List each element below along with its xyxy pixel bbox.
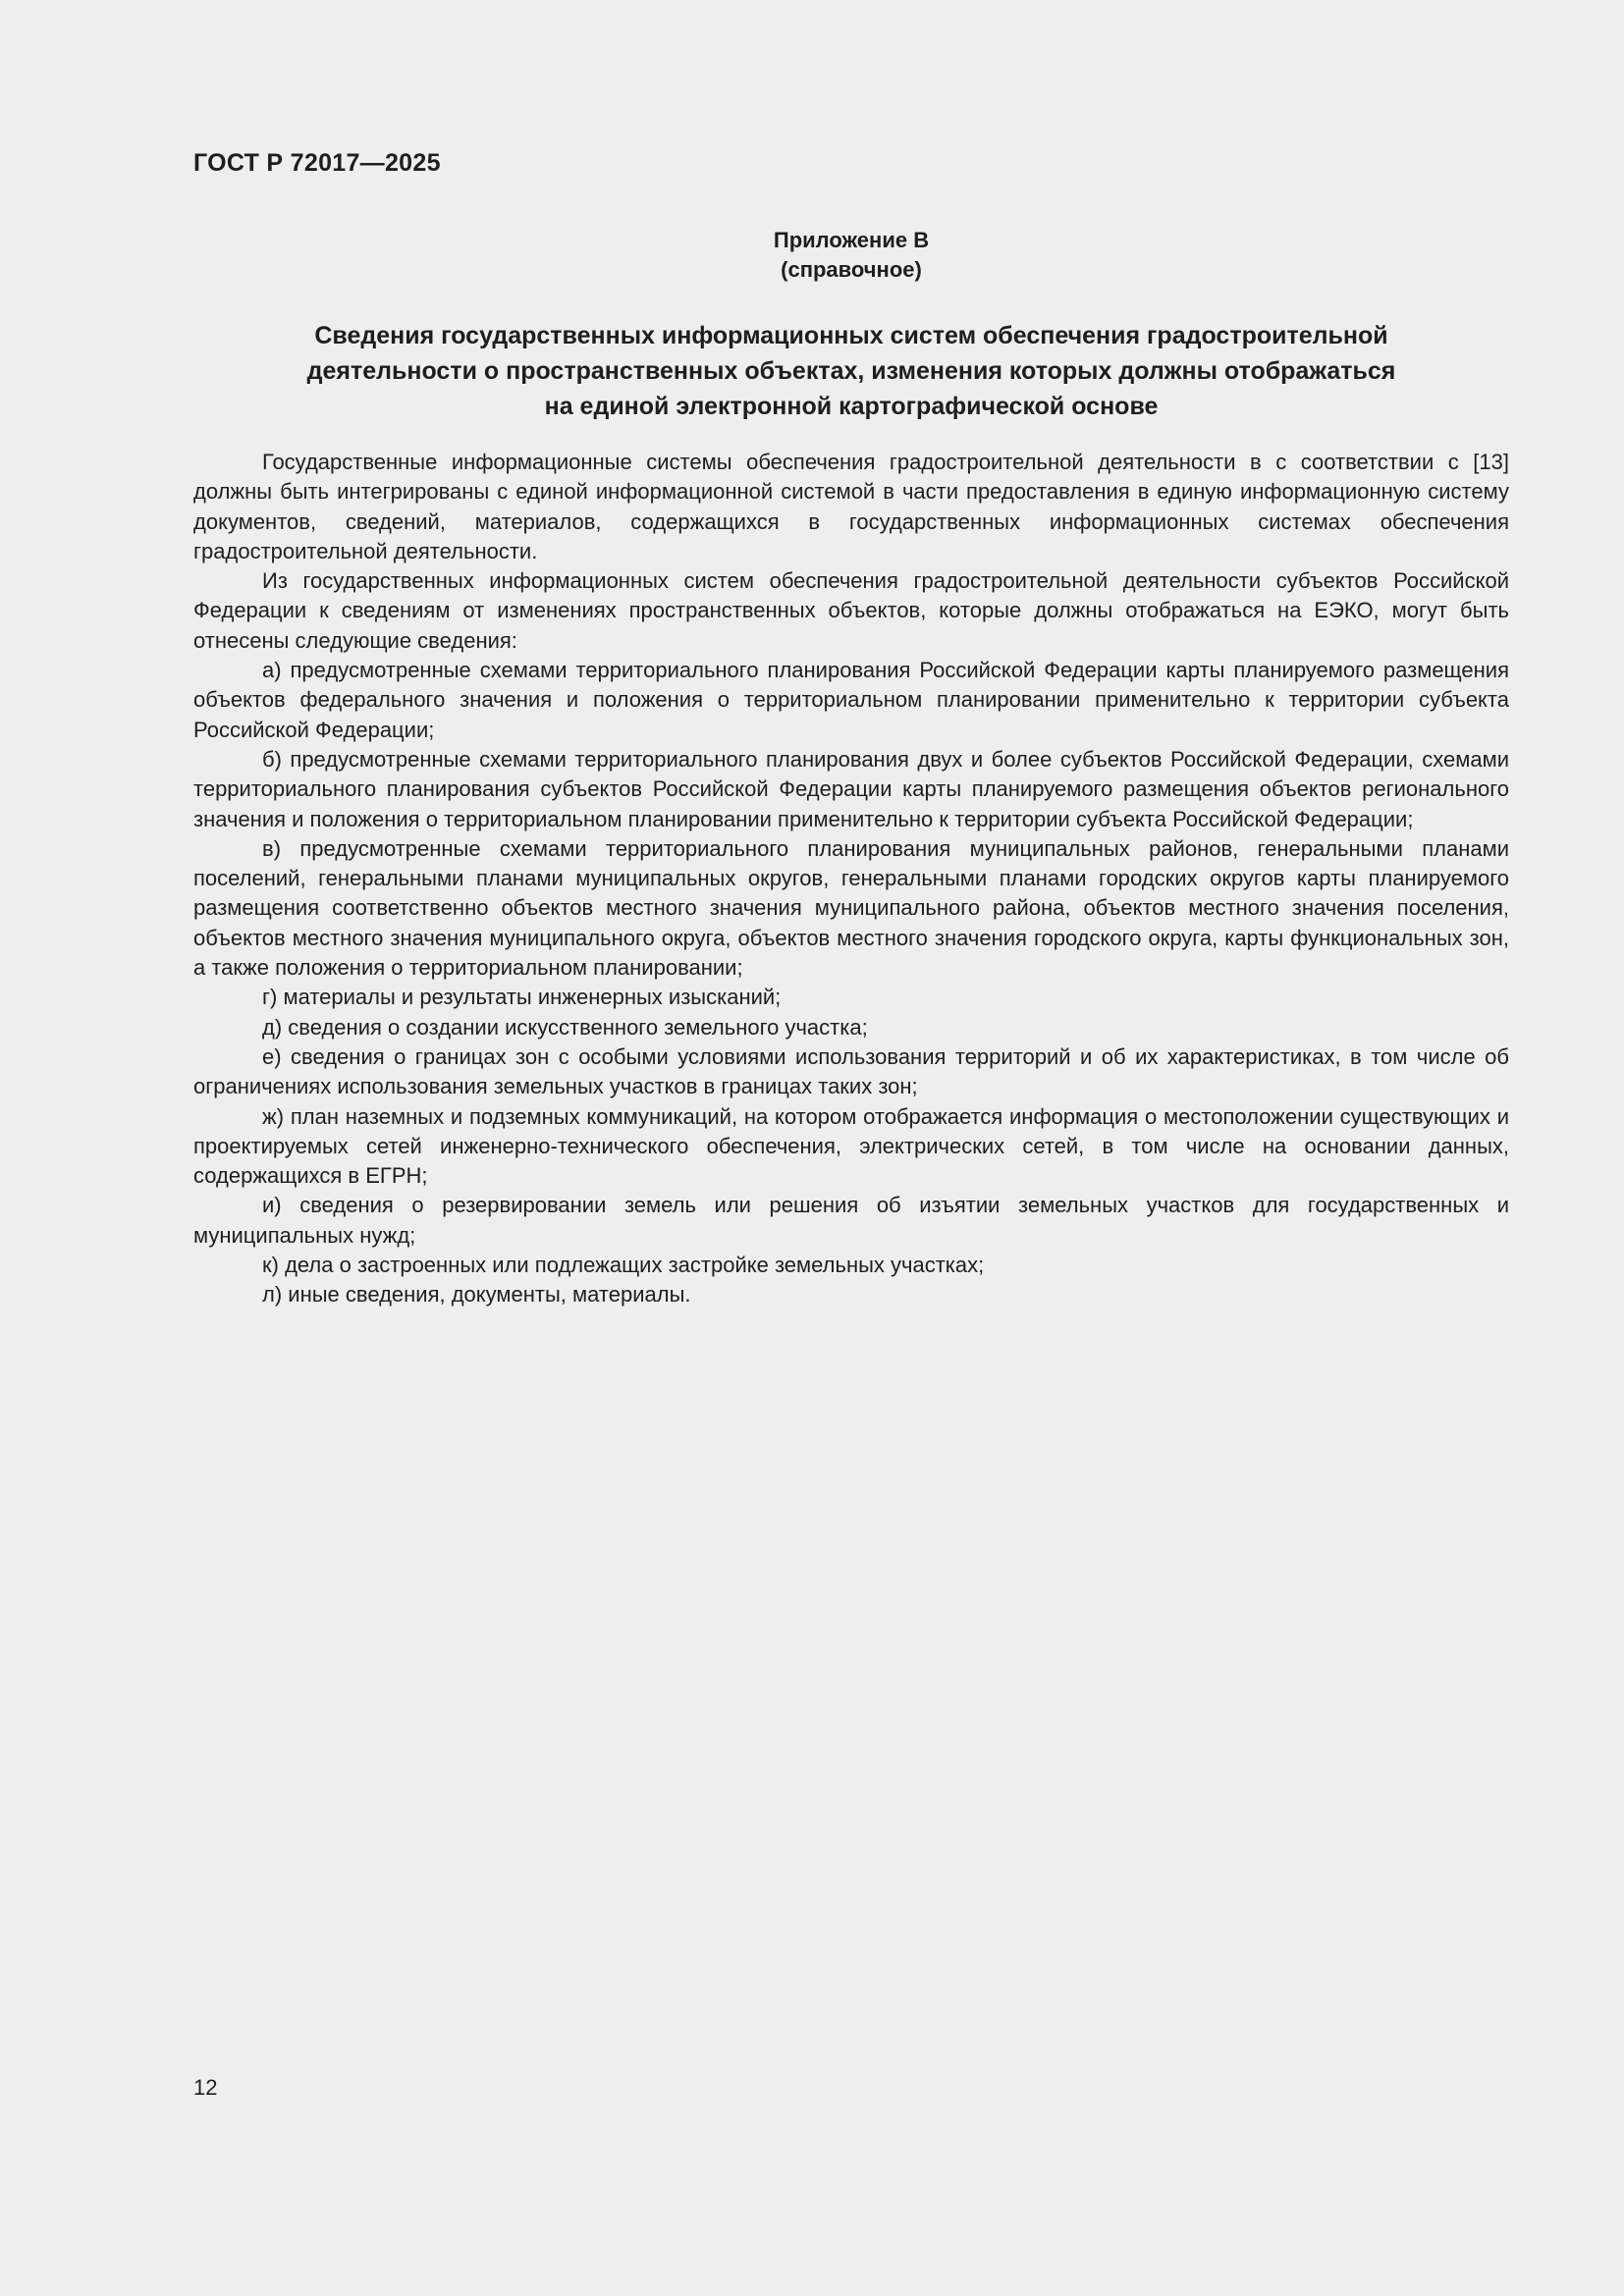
annex-title: [193, 318, 1509, 424]
list-item-k: к) дела о застроенных или подлежащих застройке земельных участках;: [262, 1253, 985, 1278]
list-item-v: в) предусмотренные схемами территориального планирования муниципальных районов, генеральными планами поселений, генеральными планами муниципальных округов, генеральными планами городских округов карты планируемого размещения соответственно объектов местного значения муниципального района, объектов местного значения поселения, объектов местного значения муниципального округа, объектов местного значения городского округа, карты функциональных зон, а также положения о территориальном планировании;: [193, 835, 1509, 981]
page-number: 12: [193, 2075, 218, 2100]
list-item-a: а) предусмотренные схемами территориального планирования Российской Федерации карты планируемого размещения объектов федерального значения и положения о территориальном планировании применительно к территории субъекта Российской Федерации;: [193, 658, 1509, 742]
list-item-d: д) сведения о создании искусственного земельного участка;: [262, 1014, 868, 1040]
list-item-zh: ж) план наземных и подземных коммуникаций, на котором отображается информация о местоположении существующих и проектируемых сетей инженерно-технического обеспечения, электрических сетей, в том числе на основании данных, содержащихся в ЕГРН;: [193, 1103, 1509, 1189]
list-item-b: б) предусмотренные схемами территориального планирования двух и более субъектов Российской Федерации, схемами территориального планирования субъектов Российской Федерации карты планируемого размещения объектов регионального значения и положения о территориальном планировании применительно к территории субъекта Российской Федерации;: [193, 746, 1509, 831]
annex-title-line: деятельности о пространственных объектах, изменения которых должны отображаться: [306, 357, 1396, 385]
annex-label: Приложение В: [773, 228, 930, 252]
annex-title-line: на единой электронной картографической основе: [544, 393, 1159, 420]
list-item-g: г) материалы и результаты инженерных изысканий;: [262, 985, 782, 1010]
paragraph-list-lead: Из государственных информационных систем обеспечения градостроительной деятельности субъектов Российской Федерации к сведениям от изменениях пространственных объектов, которые должны отображаться на ЕЭКО, могут быть отнесены следующие сведения:: [193, 568, 1509, 653]
paragraph-intro: Государственные информационные системы обеспечения градостроительной деятельности в с соответствии с [13] должны быть интегрированы с единой информационной системой в части предоставления в единую информационную систему документов, сведений, материалов, содержащихся в государственных информационных системах обеспечения градостроительной деятельности.: [193, 450, 1509, 563]
list-item-l: л) иные сведения, документы, материалы.: [262, 1282, 691, 1308]
annex-status: (справочное): [781, 257, 922, 282]
document-code-header: ГОСТ Р 72017—2025: [193, 149, 441, 177]
annex-heading: [193, 226, 1509, 285]
list-item-e: е) сведения о границах зон с особыми условиями использования территорий и об их характеристиках, в том числе об ограничениях использования земельных участков в границах таких зон;: [193, 1043, 1509, 1099]
list-item-i: и) сведения о резервировании земель или решения об изъятии земельных участков для государственных и муниципальных нужд;: [193, 1193, 1509, 1248]
annex-title-line: Сведения государственных информационных систем обеспечения градостроительной: [314, 322, 1388, 349]
body-text: [193, 448, 1509, 1310]
